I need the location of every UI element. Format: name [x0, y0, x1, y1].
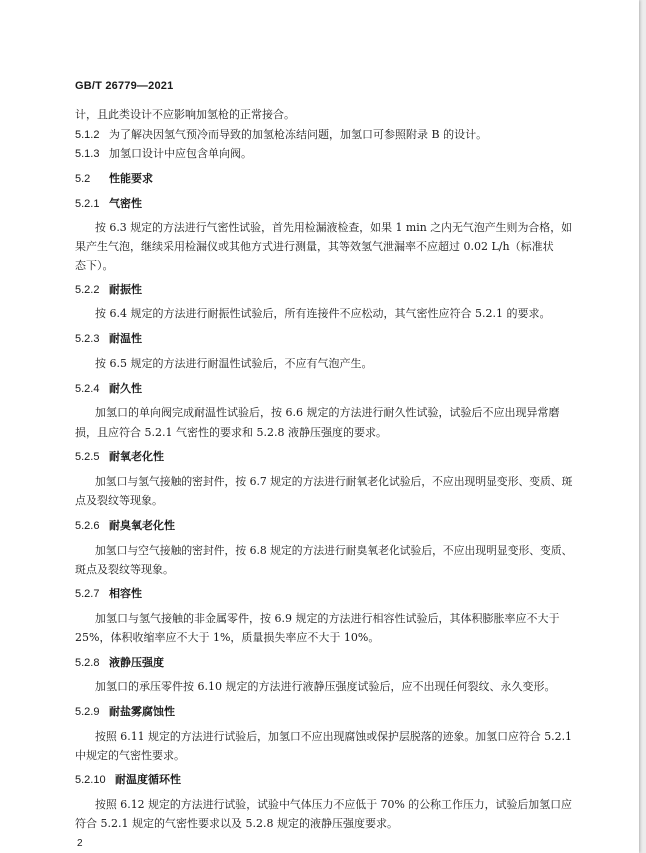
section-5-2-3-title: 5.2.3 耐温性: [75, 332, 142, 345]
section-5-2-7-title: 5.2.7 相容性: [75, 587, 142, 600]
body-line: 25%，体积收缩率应不大于 1%，质量损失率应不大于 10%。: [75, 631, 380, 644]
body-line: 态下）。: [75, 259, 114, 272]
body-line: 点及裂纹等现象。: [75, 494, 163, 507]
section-5-2-4-title: 5.2.4 耐久性: [75, 382, 142, 395]
body-line: 按照 6.11 规定的方法进行试验后，加氢口不应出现腐蚀或保护层脱落的迹象。加氢口应符合 5.2.1: [95, 730, 572, 743]
body-line: 按照 6.12 规定的方法进行试验，试验中气体压力不应低于 70% 的公称工作压力，试验后加氢口应: [95, 798, 572, 811]
section-5-2-6-title: 5.2.6 耐臭氧老化性: [75, 519, 175, 532]
standard-number-header: GB/T 26779—2021: [75, 80, 174, 92]
clause-5-1-2: 5.1.2 为了解决因氢气预冷而导致的加氢枪冻结问题，加氢口可参照附录 B 的设计。: [75, 128, 488, 141]
body-line: 符合 5.2.1 规定的气密性要求以及 5.2.8 规定的液静压强度要求。: [75, 817, 398, 830]
body-line: 损，且应符合 5.2.1 气密性的要求和 5.2.8 液静压强度的要求。: [75, 426, 387, 439]
section-5-2-9-title: 5.2.9 耐盐雾腐蚀性: [75, 705, 175, 718]
body-line: 中规定的气密性要求。: [75, 749, 185, 762]
body-line: 按 6.4 规定的方法进行耐振性试验后，所有连接件不应松动，其气密性应符合 5.2.1 的要求。: [95, 307, 551, 320]
section-5-2-1-title: 5.2.1 气密性: [75, 197, 142, 210]
body-line: 加氢口与氢气接触的非金属零件，按 6.9 规定的方法进行相容性试验后，其体积膨胀率应不大于: [95, 612, 560, 625]
body-line: 按 6.5 规定的方法进行耐温性试验后，不应有气泡产生。: [95, 357, 373, 370]
clause-5-1-3: 5.1.3 加氢口设计中应包含单向阀。: [75, 147, 252, 160]
section-5-2-5-title: 5.2.5 耐氧老化性: [75, 450, 164, 463]
body-line: 加氢口的单向阀完成耐温性试验后，按 6.6 规定的方法进行耐久性试验，试验后不应出现异常磨: [95, 406, 560, 419]
page-number: 2: [77, 838, 83, 849]
section-5-2-8-title: 5.2.8 液静压强度: [75, 656, 164, 669]
section-5-2-10-title: 5.2.10 耐温度循环性: [75, 773, 181, 786]
body-line: 加氢口与氢气接触的密封件，按 6.7 规定的方法进行耐氧老化试验后，不应出现明显变形、变质、斑: [95, 475, 573, 488]
body-line: 计，且此类设计不应影响加氢枪的正常接合。: [75, 108, 295, 121]
body-line: 加氢口与空气接触的密封件，按 6.8 规定的方法进行耐臭氧老化试验后，不应出现明显变形、变质、: [95, 544, 573, 557]
body-line: 斑点及裂纹等现象。: [75, 563, 174, 576]
section-5-2-2-title: 5.2.2 耐振性: [75, 283, 142, 296]
section-5-2-title: 5.2 性能要求: [75, 172, 153, 185]
body-line: 加氢口的承压零件按 6.10 规定的方法进行液静压强度试验后，应不出现任何裂纹、永久变形。: [95, 680, 556, 693]
body-line: 果产生气泡，继续采用检漏仪或其他方式进行测量，其等效氢气泄漏率不应超过 0.02 L/h（标准状: [75, 240, 554, 253]
body-line: 按 6.3 规定的方法进行气密性试验，首先用检漏液检查，如果 1 min 之内无气泡产生则为合格，如: [95, 221, 573, 234]
